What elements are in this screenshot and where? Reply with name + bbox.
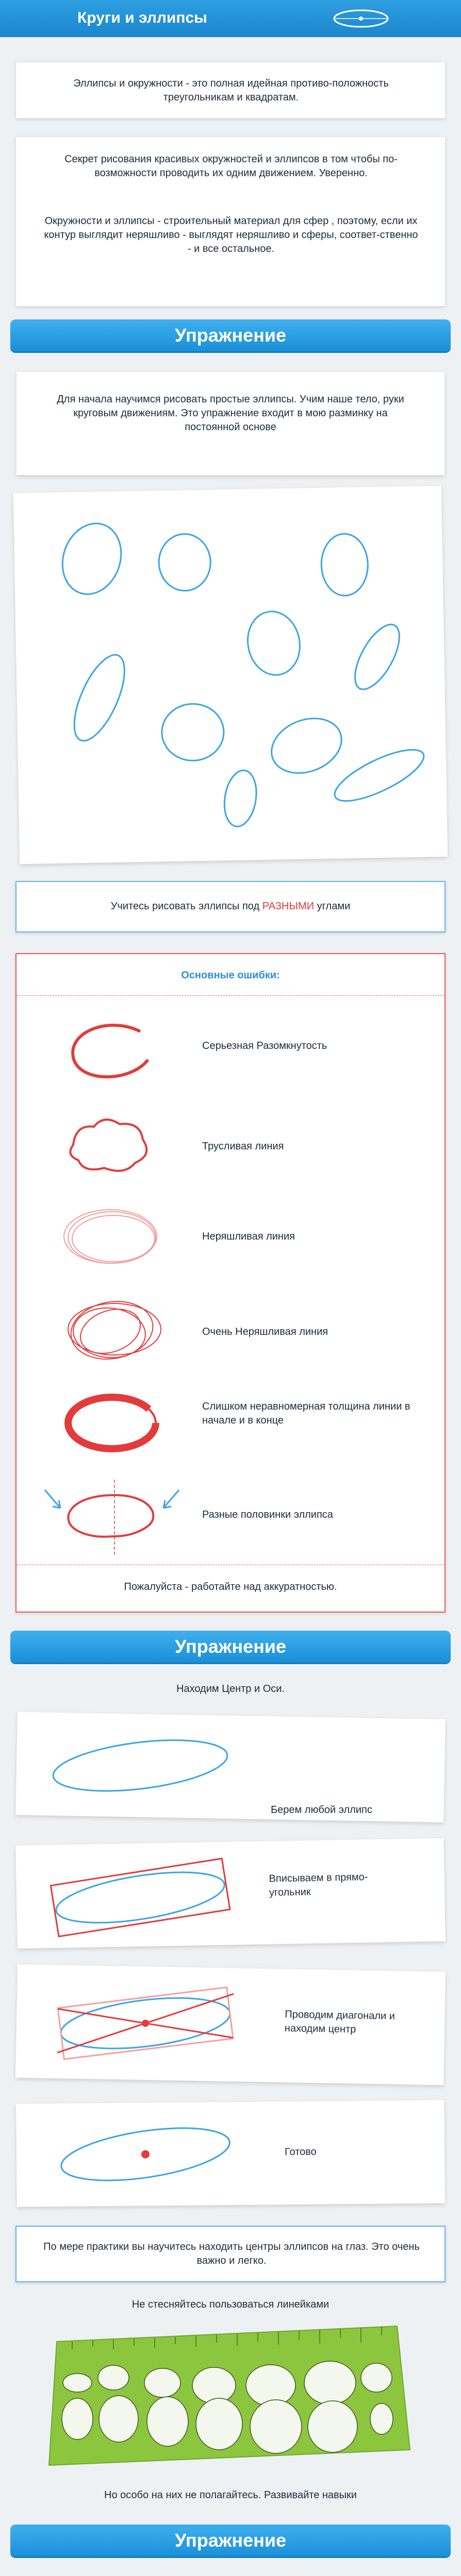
- ruler-footer: Но особо на них не полагайтесь. Развивайте навыки: [104, 2489, 357, 2501]
- practice-note-1: [15, 2226, 446, 2282]
- exercise-2-subtitle: Находим Центр и Оси.: [176, 1683, 285, 1694]
- error-shaky-line-icon: [53, 1104, 166, 1186]
- intro-paragraph-2a: Секрет рисования красивых окружностей и эллипсов в том чтобы по-возможности проводить их одним движением. Уверенно.: [64, 154, 398, 179]
- step-done-sheet: [16, 2100, 445, 2207]
- practice-ellipse: [321, 533, 368, 596]
- error-item-6: Разные половинки эллипса: [202, 1509, 333, 1520]
- intro-card-2: [15, 137, 446, 307]
- exercise-banner-2: Упражнение: [10, 1631, 451, 1663]
- error-open-ellipse-icon: [53, 1011, 166, 1093]
- error-messy-line-icon: [53, 1196, 171, 1279]
- errors-heading-rule: [17, 995, 444, 996]
- error-item-1: Серьезная Разомкнутость: [202, 1040, 327, 1052]
- practice-ellipses: [13, 486, 448, 864]
- error-very-messy-line-icon: [53, 1289, 171, 1371]
- practice-ellipse: [346, 618, 408, 696]
- exercise-1-drawing-sheet: [13, 486, 448, 864]
- exercise-banner-3: Упражнение: [10, 2524, 451, 2556]
- exercise-1-text: Для начала научимся рисовать простые эллипсы. Учим наше тело, руки круговым движениям. Это упражнение входит в мою разминку на постоянной основе: [57, 394, 404, 433]
- error-item-4: Очень Неряшливая линия: [202, 1326, 328, 1337]
- practice-ellipse: [161, 703, 224, 761]
- angles-note-suffix: углами: [314, 901, 351, 912]
- step-1-text: Берем любой эллипс: [271, 1804, 372, 1816]
- practice-ellipse: [328, 740, 430, 810]
- title-bar: [0, 0, 461, 37]
- error-uneven-thickness-icon: [53, 1382, 171, 1464]
- errors-footer: Пожалуйста - работайте над аккуратностью.: [124, 1581, 337, 1592]
- angles-note-highlight: РАЗНЫМИ: [262, 901, 315, 912]
- error-item-3: Неряшливая линия: [202, 1231, 295, 1242]
- step-rectangle-sheet: [15, 1838, 445, 1948]
- header-ellipse-icon: [330, 6, 392, 31]
- angles-note-text: [27, 900, 434, 913]
- practice-ellipse: [53, 516, 130, 602]
- intro-card-1: [15, 62, 446, 118]
- step-2-text: Вписываем в прямо-угольник: [269, 1871, 368, 1899]
- errors-heading: Основные ошибки:: [181, 970, 280, 981]
- practice-note-1-text: По мере практики вы научитесь находить центры эллипсов на глаз. Это очень важно и легко.: [43, 2241, 420, 2266]
- ellipse-template-ruler: [41, 2321, 418, 2476]
- practice-ellipse: [264, 709, 350, 783]
- exercise-banner-1: Упражнение: [10, 319, 451, 351]
- practice-ellipse: [221, 768, 260, 829]
- step-diagonals-sheet: [15, 1964, 446, 2085]
- ruler-caption: Не стесняйтесь пользоваться линейками: [131, 2299, 330, 2310]
- practice-ellipse: [64, 648, 135, 748]
- angles-note: [15, 881, 446, 933]
- practice-ellipse: [242, 607, 305, 680]
- intro-paragraph-1: Эллипсы и окружности - это полная идейная противо-положность треугольникам и квадратам.: [73, 78, 389, 103]
- page-title: Круги и эллипсы: [77, 9, 207, 26]
- step-3-text: Проводим диагонали и находим центр: [284, 2008, 396, 2036]
- step-4-text: Готово: [284, 2146, 317, 2158]
- practice-ellipse: [158, 534, 211, 591]
- exercise-1-text-sheet: [17, 372, 444, 475]
- intro-paragraph-2b: Окружности и эллипсы - строительный материал для сфер , поэтому, если их контур выглядит неряшливо - выглядят неряшливо и сферы, соответ-ственно - и все остальное.: [44, 215, 418, 255]
- errors-card: [15, 953, 446, 1613]
- error-item-2: Трусливая линия: [202, 1141, 284, 1152]
- error-uneven-halves-icon: [37, 1475, 187, 1562]
- error-item-5: Слишком неравномерная толщина линии в начале и в конце: [202, 1401, 410, 1426]
- angles-note-prefix: Учитесь рисовать эллипсы под: [110, 901, 262, 912]
